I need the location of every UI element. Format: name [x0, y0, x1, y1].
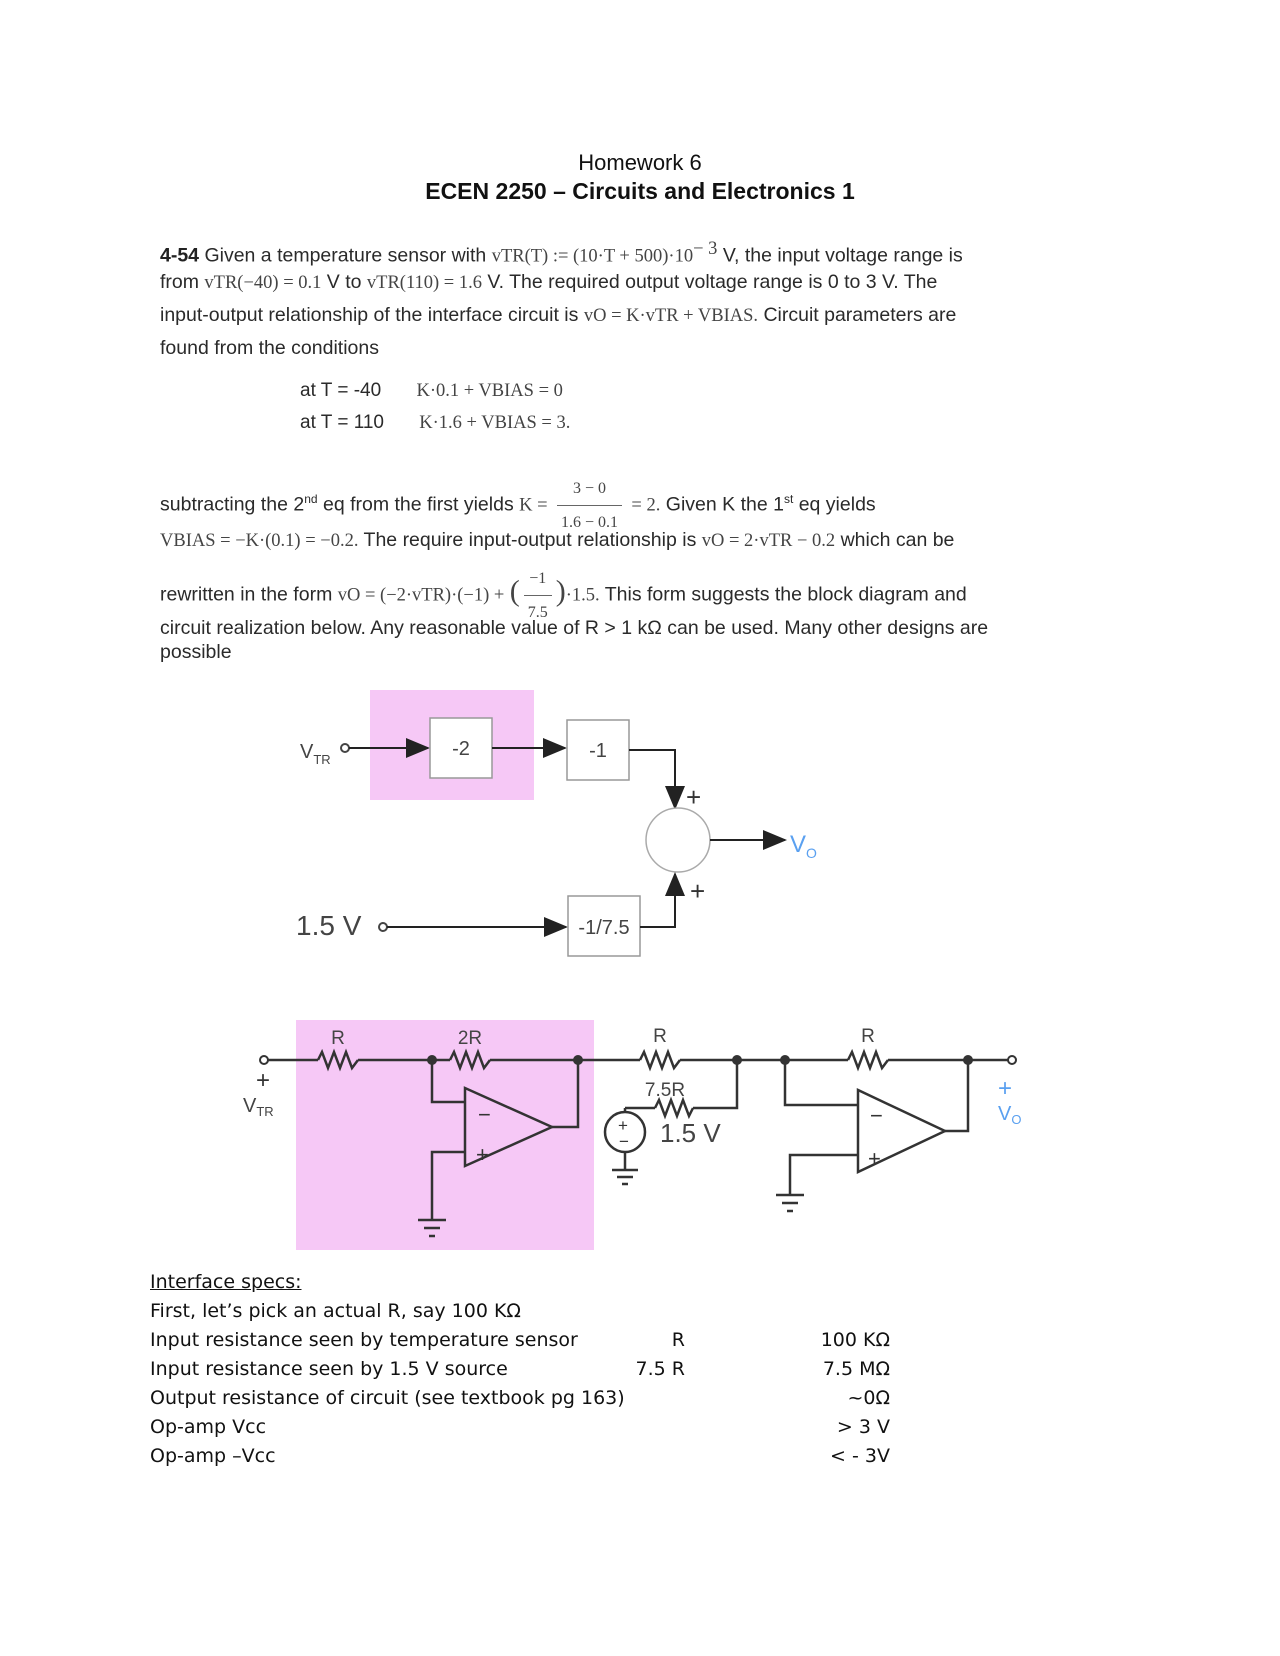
problem-text: eq from the first yields: [322, 493, 514, 516]
rewrite-numerator: −1: [524, 562, 552, 596]
circuit-schematic: [0, 1020, 1280, 1260]
gain-3-label: -1/7.5: [578, 917, 630, 939]
gain-1-label: -2: [452, 738, 470, 760]
opamp-2-plus: +: [868, 1146, 881, 1171]
junction-dot: [732, 1055, 742, 1065]
problem-text: Given a temperature sensor with: [204, 244, 487, 267]
bias-label: 1.5 V: [296, 910, 362, 941]
problem-text: Circuit parameters are: [763, 304, 957, 326]
require-equation: vO = 2·vTR − 0.2: [701, 531, 836, 551]
k-denominator: 1.6 − 0.1: [560, 514, 618, 531]
plus-sign: +: [690, 876, 706, 906]
spec-label: Input resistance seen by 1.5 V source: [150, 1358, 508, 1380]
problem-text: rewritten in the form: [160, 583, 333, 606]
plus-sign: +: [686, 782, 702, 812]
source-plus: +: [618, 1116, 628, 1135]
spec-label: Op-amp Vcc: [150, 1416, 267, 1438]
problem-text: This form suggests the block diagram and: [604, 583, 967, 606]
output-label: $V_O$: [790, 831, 817, 861]
interface-specs: [150, 1268, 890, 1471]
input-terminal: [260, 1056, 268, 1064]
rewrite-denominator: 7.5: [527, 604, 548, 621]
problem-number: 4-54: [160, 244, 200, 267]
k-numerator: 3 − 0: [557, 472, 622, 506]
output-terminal: [1008, 1056, 1016, 1064]
input-plus: +: [256, 1067, 271, 1094]
summing-junction: [646, 808, 710, 872]
range-low-equation: vTR(−40) = 0.1: [204, 273, 322, 293]
source-minus: −: [619, 1132, 629, 1151]
spec-value: < - 3V: [830, 1445, 890, 1467]
specs-heading: Interface specs:: [150, 1271, 302, 1293]
condition-label: at T = 110: [300, 412, 384, 433]
gain-2-label: -1: [589, 740, 607, 762]
spec-symbol: R: [671, 1329, 685, 1351]
problem-text: V. The required output voltage range is 0 to 3 V. The: [487, 271, 938, 293]
io-equation: vO = K·vTR + VBIAS.: [583, 306, 759, 326]
problem-text: from: [160, 271, 199, 293]
opamp-2-minus: −: [870, 1103, 883, 1128]
superscript: nd: [304, 492, 318, 507]
resistor-5-label: R: [861, 1026, 875, 1047]
spec-symbol: 7.5 R: [635, 1358, 685, 1380]
page-title: Homework 6: [578, 150, 702, 175]
problem-text: eq yields: [798, 493, 876, 516]
spec-value: ~0Ω: [847, 1387, 890, 1409]
spec-label: Output resistance of circuit (see textbook pg 163): [150, 1387, 625, 1409]
output-plus: +: [998, 1075, 1013, 1102]
specs-intro: First, let’s pick an actual R, say 100 KΩ: [150, 1300, 521, 1322]
spec-row: [150, 1384, 890, 1413]
spec-row: [150, 1326, 890, 1355]
k-lhs: K =: [519, 495, 548, 516]
vbias-equation: VBIAS = −K·(0.1) = −0.2.: [160, 531, 359, 551]
superscript: st: [783, 492, 794, 507]
bias-terminal: [379, 923, 387, 931]
rewrite-tail: ·1.5.: [565, 585, 600, 606]
source-label: 1.5 V: [660, 1118, 721, 1148]
spec-label: Op-amp –Vcc: [150, 1445, 276, 1467]
spec-value: > 3 V: [836, 1416, 890, 1438]
realize-line: circuit realization below. Any reasonable value of R > 1 kΩ can be used. Many other designs are: [160, 617, 989, 639]
block-diagram: [0, 690, 1280, 990]
resistor-4-label: 7.5R: [644, 1080, 686, 1101]
spec-row: [150, 1355, 890, 1384]
problem-line-2: [160, 266, 1120, 300]
input-terminal: [341, 744, 349, 752]
junction-dot: [427, 1055, 437, 1065]
spec-row: [150, 1413, 890, 1442]
opamp-1-minus: −: [478, 1102, 491, 1127]
problem-text: V to: [326, 271, 362, 293]
output-label: $V_O$: [998, 1103, 1022, 1127]
junction-dot: [780, 1055, 790, 1065]
input-label: $V_{TR}$: [300, 741, 331, 767]
range-high-equation: vTR(110) = 1.6: [366, 273, 482, 293]
rewrite-equation: vO = (−2·vTR)·(−1) +: [337, 585, 505, 606]
signal-arrow: [629, 750, 675, 808]
problem-text: V, the input voltage range is: [722, 244, 963, 267]
problem-text: The require input-output relationship is: [363, 529, 697, 551]
resistor-1-label: R: [331, 1028, 345, 1049]
problem-line-3: [160, 299, 1120, 333]
course-title: ECEN 2250 – Circuits and Electronics 1: [425, 178, 855, 204]
signal-arrow: [640, 874, 675, 927]
condition-label: at T = -40: [300, 380, 382, 401]
spec-label: Input resistance seen by temperature sensor: [150, 1329, 578, 1351]
condition-equation: K·1.6 + VBIAS = 3.: [419, 413, 571, 433]
condition-1: [300, 380, 563, 402]
opamp-1-plus: +: [476, 1142, 489, 1167]
resistor-3-label: R: [653, 1026, 667, 1047]
spec-value: 7.5 MΩ: [822, 1358, 890, 1380]
vbias-line: [160, 524, 1120, 558]
problem-line-4: found from the conditions: [160, 337, 379, 359]
junction-dot: [573, 1055, 583, 1065]
condition-equation: K·0.1 + VBIAS = 0: [416, 381, 563, 401]
spec-row: [150, 1442, 890, 1471]
junction-dot: [963, 1055, 973, 1065]
sensor-equation: vTR(T) := (10·T + 500)·10: [491, 246, 694, 267]
highlight-region: [296, 1020, 594, 1250]
k-rhs: = 2.: [631, 495, 661, 516]
rewrite-line: rewritten in the form vO = (−2·vTR)·(−1) + ( $\frac{-1}{7.5}$ )·1.5. This form suggests the block diagram and: [160, 562, 1120, 629]
condition-2: [300, 412, 570, 434]
specs-intro-row: [150, 1297, 890, 1326]
problem-text: input-output relationship of the interface circuit is: [160, 304, 579, 326]
problem-text: Given K the 1: [665, 493, 784, 516]
sensor-exponent: − 3: [693, 239, 718, 259]
problem-text: subtracting the 2: [160, 493, 305, 516]
resistor-2-label: 2R: [457, 1028, 483, 1049]
possible-line: possible: [160, 641, 232, 663]
spec-value: 100 KΩ: [820, 1329, 890, 1351]
specs-heading-row: [150, 1268, 890, 1297]
problem-text: which can be: [840, 529, 955, 551]
input-label: $V_{TR}$: [243, 1095, 274, 1119]
